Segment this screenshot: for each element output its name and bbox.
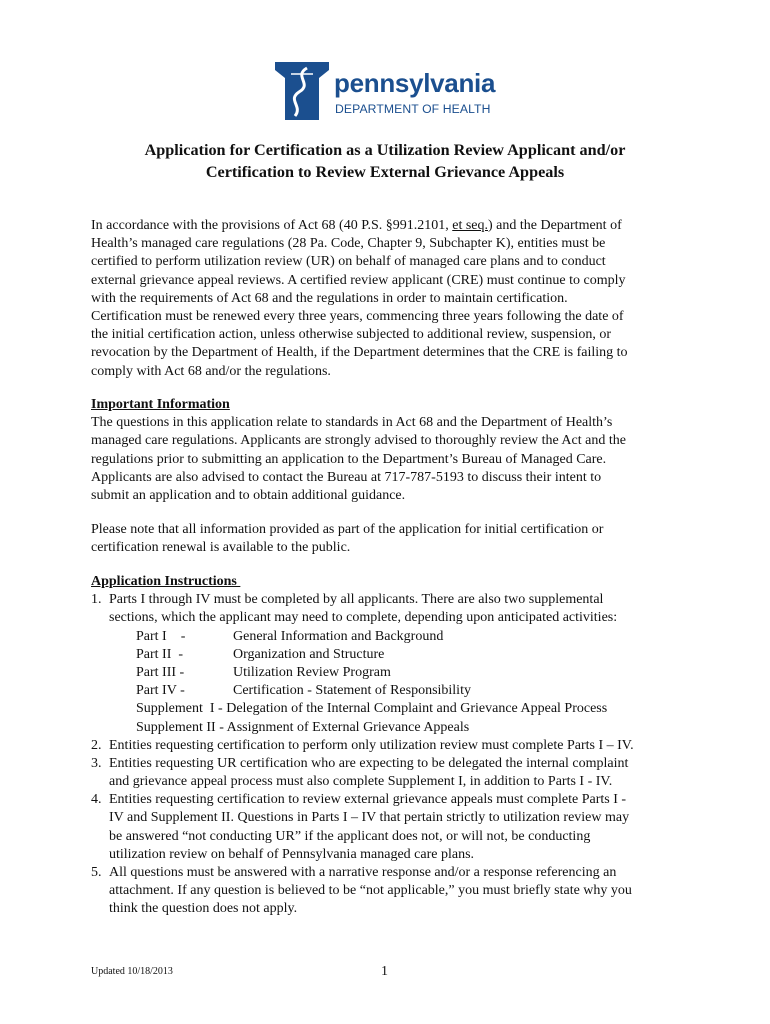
important-section xyxy=(91,396,691,505)
pa-health-logo xyxy=(273,60,513,122)
text-segment: In accordance with the provisions of Act 68 (40 P.S. §991.2101, xyxy=(91,218,453,233)
text-line: utilization review on behalf of Pennsylvania managed care plans. xyxy=(109,846,475,862)
text-line: managed care regulations. Applicants are strongly advised to thoroughly review the Act and the xyxy=(91,433,626,449)
section-heading: Application Instructions xyxy=(91,574,241,589)
list-item xyxy=(91,737,691,755)
text-line: and grievance appeal process must also complete Supplement I, in addition to Parts I - IV. xyxy=(109,774,613,790)
part-row xyxy=(91,664,691,682)
text-segment: Parts I through IV must be completed by all applicants. There are also two supplemental xyxy=(109,592,604,608)
text-line: submit an application and to obtain additional guidance. xyxy=(91,487,406,503)
text-line: think the question does not apply. xyxy=(109,901,298,917)
supplement-row: Supplement I - Delegation of the Internal Complaint and Grievance Appeal Process xyxy=(136,701,608,717)
part-code: Part IV - xyxy=(136,683,185,699)
text-line: attachment. If any question is believed to be “not applicable,” you must briefly state why you xyxy=(109,883,632,899)
text-line: Applicants are also advised to contact the Bureau at 717-787-5193 to discuss their intent to xyxy=(91,469,602,485)
text-line: certified to perform utilization review (UR) on behalf of managed care plans and to conduct xyxy=(91,254,606,270)
text-segment: Entities requesting certification to perform only utilization review must complete Parts I – IV. xyxy=(109,737,634,753)
part-desc: Organization and Structure xyxy=(233,646,385,662)
list-number: 2. xyxy=(91,737,102,753)
part-desc: General Information and Background xyxy=(233,628,444,644)
part-code: Part II - xyxy=(136,646,184,662)
supplement-row: Supplement II - Assignment of External Grievance Appeals xyxy=(136,719,470,735)
text-line: be answered “not conducting UR” if the applicant does not, or will not, be conducting xyxy=(109,828,591,844)
list-number: 1. xyxy=(91,592,102,608)
part-code: Part I - xyxy=(136,628,186,644)
text-line: certification renewal is available to the public. xyxy=(91,540,351,556)
list-item xyxy=(91,791,691,809)
text-line: The questions in this application relate to standards in Act 68 and the Department of Health’s xyxy=(91,415,613,431)
page-title xyxy=(60,139,710,183)
section-heading: Important Information xyxy=(91,397,230,412)
list-number: 5. xyxy=(91,865,102,880)
et-seq-link[interactable]: et seq. xyxy=(452,218,488,233)
text-segment: All questions must be answered with a narrative response and/or a response referencing an xyxy=(109,865,617,880)
list-number: 4. xyxy=(91,792,102,808)
list-number: 3. xyxy=(91,755,102,771)
title-line: Application for Certification as a Utilization Review Applicant and/or xyxy=(144,141,626,159)
part-row xyxy=(91,682,691,700)
updated-date: Updated 10/18/2013 xyxy=(91,966,173,977)
list-item xyxy=(91,755,691,773)
text-segment: Entities requesting UR certification who are expecting to be delegated the internal complaint xyxy=(109,755,629,771)
text-line: IV and Supplement II. Questions in Parts I – IV that pertain strictly to utilization review may xyxy=(109,810,630,826)
logo-subtitle: DEPARTMENT OF HEALTH xyxy=(335,102,491,116)
part-desc: Utilization Review Program xyxy=(233,664,391,680)
text-line: external grievance appeal reviews. A certified review applicant (CRE) must continue to comply xyxy=(91,272,626,288)
text-line: Please note that all information provided as part of the application for initial certification or xyxy=(91,522,604,537)
intro-paragraph xyxy=(91,217,691,381)
part-code: Part III - xyxy=(136,664,185,680)
public-note xyxy=(91,521,691,557)
logo-wordmark: pennsylvania xyxy=(334,68,496,98)
instructions-section xyxy=(91,573,691,919)
part-row xyxy=(91,646,691,664)
keystone-icon xyxy=(273,60,331,122)
list-item xyxy=(91,864,691,882)
text-line: regulations prior to submitting an application to the Department’s Bureau of Managed Care. xyxy=(91,451,607,467)
text-line: with the requirements of Act 68 and the regulations in order to maintain certification. xyxy=(91,290,568,306)
text-segment: ) and the Department of xyxy=(488,218,622,233)
text-line: comply with Act 68 and/or the regulations. xyxy=(91,363,331,379)
part-row xyxy=(91,628,691,646)
title-line: Certification to Review External Grievance Appeals xyxy=(205,163,565,181)
text-line: the initial certification action, unless otherwise subjected to additional review, suspension, or xyxy=(91,327,612,343)
page-number: 1 xyxy=(381,964,388,979)
text-line: Certification must be renewed every three years, commencing three years following the date of xyxy=(91,308,624,324)
text-line: Health’s managed care regulations (28 Pa. Code, Chapter 9, Subchapter K), entities must be xyxy=(91,236,606,252)
text-segment: Entities requesting certification to review external grievance appeals must complete Parts I - xyxy=(109,792,627,808)
text-line: sections, which the applicant may need to complete, depending upon anticipated activities: xyxy=(109,610,618,626)
list-item xyxy=(91,591,691,609)
part-desc: Certification - Statement of Responsibility xyxy=(233,683,471,699)
text-line xyxy=(91,217,691,235)
text-line: revocation by the Department of Health, if the Department determines that the CRE is failing to xyxy=(91,345,628,361)
